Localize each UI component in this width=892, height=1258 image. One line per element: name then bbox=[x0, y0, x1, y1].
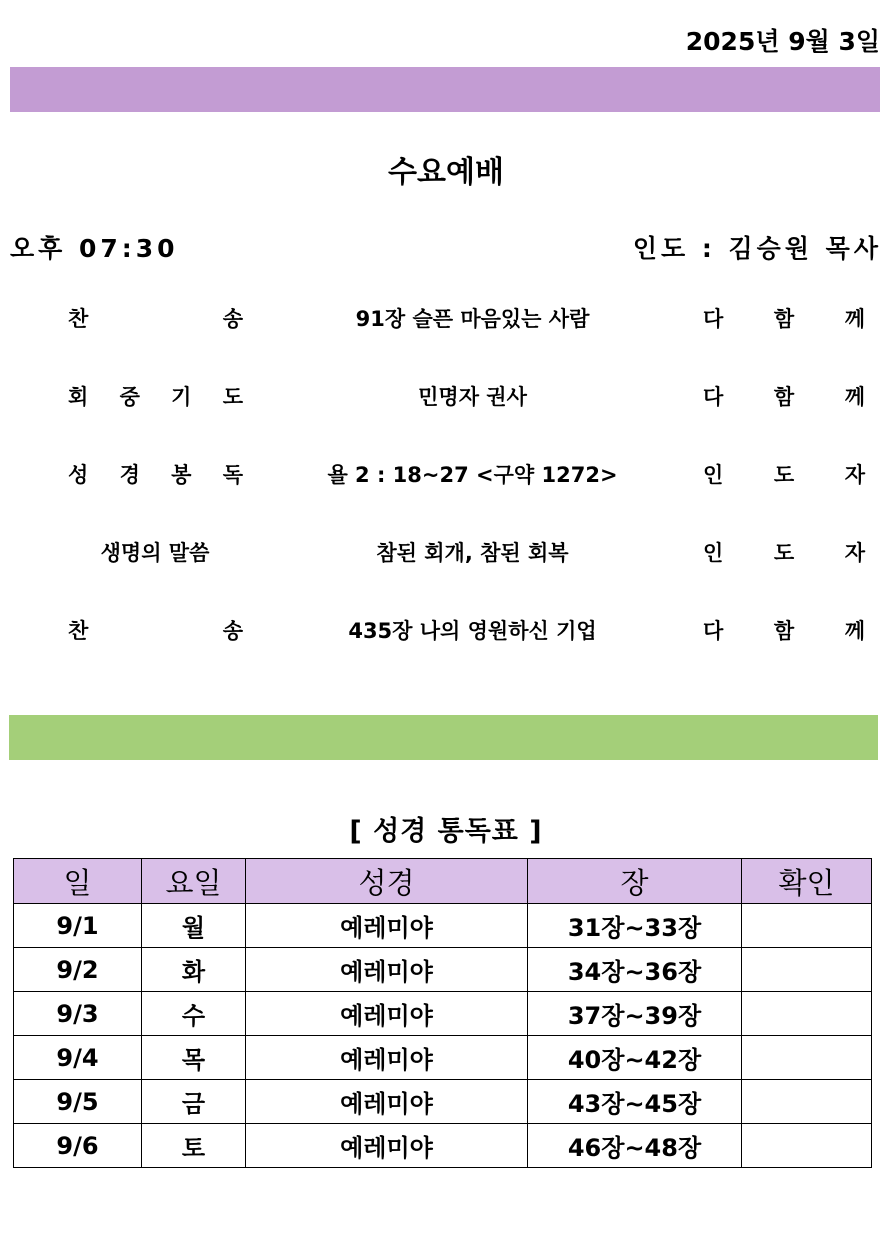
header-weekday: 요일 bbox=[142, 859, 246, 904]
reading-plan-title: [ 성경 통독표 ] bbox=[349, 816, 543, 847]
service-leader: 인도 : 김승원 목사 bbox=[632, 234, 882, 263]
header-book: 성경 bbox=[246, 859, 528, 904]
cell-chapters: 46장~48장 bbox=[528, 1124, 742, 1168]
table-row bbox=[14, 1124, 872, 1168]
cell-weekday: 토 bbox=[142, 1124, 246, 1168]
cell-chapters: 34장~36장 bbox=[528, 948, 742, 992]
cell-book: 예레미야 bbox=[246, 904, 528, 948]
cell-check bbox=[742, 948, 872, 992]
cell-chapters: 31장~33장 bbox=[528, 904, 742, 948]
order-who: 다 함 께 bbox=[703, 619, 865, 643]
cell-check bbox=[742, 1036, 872, 1080]
order-content: 민명자 권사 bbox=[418, 385, 527, 409]
cell-chapters: 40장~42장 bbox=[528, 1036, 742, 1080]
order-row bbox=[0, 459, 892, 493]
table-header-row bbox=[14, 859, 872, 904]
header-day: 일 bbox=[14, 859, 142, 904]
cell-check bbox=[742, 992, 872, 1036]
cell-chapters: 43장~45장 bbox=[528, 1080, 742, 1124]
cell-weekday: 화 bbox=[142, 948, 246, 992]
cell-weekday: 목 bbox=[142, 1036, 246, 1080]
cell-check bbox=[742, 1124, 872, 1168]
cell-book: 예레미야 bbox=[246, 948, 528, 992]
order-row bbox=[0, 303, 892, 337]
order-who: 다 함 께 bbox=[703, 307, 865, 331]
header-chapters: 장 bbox=[528, 859, 742, 904]
service-title: 수요예배 bbox=[388, 155, 504, 190]
order-who: 다 함 께 bbox=[703, 385, 865, 409]
order-row bbox=[0, 537, 892, 571]
cell-check bbox=[742, 1080, 872, 1124]
purple-divider-bar bbox=[10, 67, 880, 112]
table-row bbox=[14, 948, 872, 992]
order-item: 찬 송 bbox=[68, 619, 243, 643]
cell-day: 9/6 bbox=[14, 1124, 142, 1168]
order-who: 인 도 자 bbox=[703, 463, 865, 487]
order-content: 참된 회개, 참된 회복 bbox=[376, 541, 569, 565]
order-row bbox=[0, 615, 892, 649]
table-row bbox=[14, 1036, 872, 1080]
cell-weekday: 월 bbox=[142, 904, 246, 948]
cell-book: 예레미야 bbox=[246, 1124, 528, 1168]
cell-weekday: 수 bbox=[142, 992, 246, 1036]
table-row bbox=[14, 904, 872, 948]
cell-check bbox=[742, 904, 872, 948]
cell-day: 9/2 bbox=[14, 948, 142, 992]
cell-book: 예레미야 bbox=[246, 1036, 528, 1080]
cell-book: 예레미야 bbox=[246, 992, 528, 1036]
order-row bbox=[0, 381, 892, 415]
order-content: 욜 2 : 18~27 <구약 1272> bbox=[327, 463, 618, 487]
order-item: 성 경 봉 독 bbox=[68, 463, 243, 487]
cell-weekday: 금 bbox=[142, 1080, 246, 1124]
header-check: 확인 bbox=[742, 859, 872, 904]
cell-day: 9/3 bbox=[14, 992, 142, 1036]
bulletin-date: 2025년 9월 3일 bbox=[685, 27, 880, 56]
order-content: 435장 나의 영원하신 기업 bbox=[348, 619, 597, 643]
cell-day: 9/4 bbox=[14, 1036, 142, 1080]
order-item: 회 중 기 도 bbox=[68, 385, 243, 409]
green-divider-bar bbox=[9, 715, 878, 760]
order-item: 찬 송 bbox=[68, 307, 243, 331]
service-time: 오후 07:30 bbox=[10, 234, 179, 263]
cell-day: 9/1 bbox=[14, 904, 142, 948]
order-item: 생명의 말씀 bbox=[100, 541, 210, 565]
cell-chapters: 37장~39장 bbox=[528, 992, 742, 1036]
cell-day: 9/5 bbox=[14, 1080, 142, 1124]
order-content: 91장 슬픈 마음있는 사람 bbox=[355, 307, 590, 331]
reading-plan-table bbox=[13, 858, 872, 1168]
order-who: 인 도 자 bbox=[703, 541, 865, 565]
table-row bbox=[14, 992, 872, 1036]
cell-book: 예레미야 bbox=[246, 1080, 528, 1124]
table-row bbox=[14, 1080, 872, 1124]
